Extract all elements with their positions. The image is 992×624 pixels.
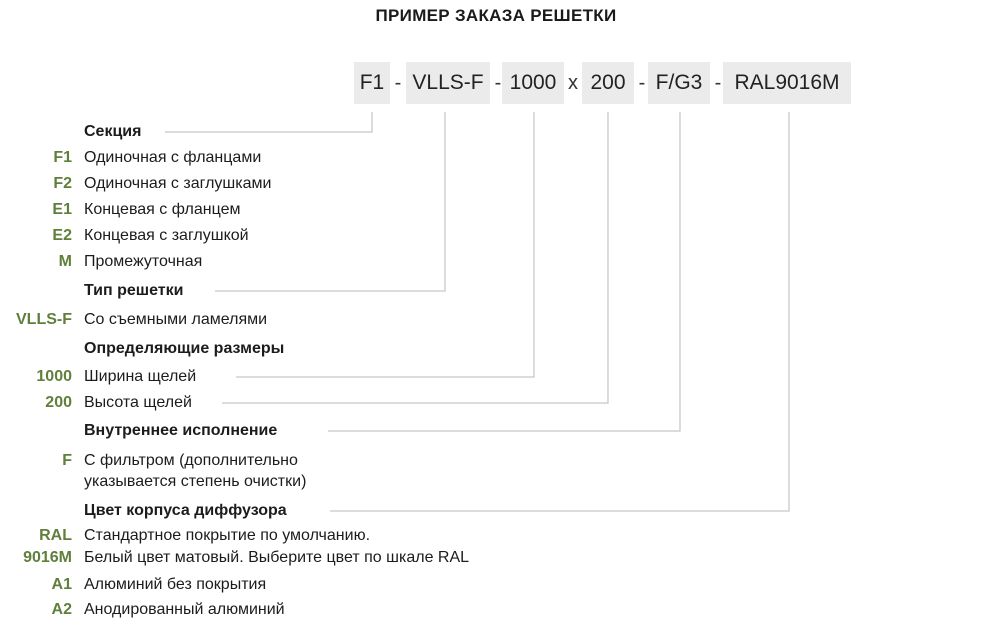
section-heading: Секция [84,120,147,144]
option-label: Концевая с заглушкой [84,227,249,244]
code-separator: - [638,72,646,94]
option-code: 1000 [36,368,72,385]
option-code: E1 [52,201,72,218]
code-part-height: 200 [582,62,634,104]
option-label: Со съемными ламелями [84,311,268,328]
code-part-type: VLLS-F [406,62,490,104]
option-label: Концевая с фланцем [84,201,241,218]
option-label: Высота щелей [84,394,192,411]
option-code: F [62,452,72,469]
code-part-inner: F/G3 [648,62,710,104]
code-part-section: F1 [354,62,390,104]
list-item [0,391,992,415]
code-separator: - [394,72,402,94]
code-part-color: RAL9016M [723,62,851,104]
option-code: 200 [45,394,72,411]
option-code: M [58,253,72,270]
page-title: ПРИМЕР ЗАКАЗА РЕШЕТКИ [375,6,617,25]
option-label: Одиночная с фланцами [84,149,262,166]
code-part-width: 1000 [502,62,564,104]
option-label-continued: Белый цвет матовый. Выберите цвет по шкале RAL [84,549,470,566]
list-item [0,573,992,597]
sizes-heading: Определяющие размеры [84,337,290,361]
code-separator: x [568,72,578,94]
option-label: Анодированный алюминий [84,601,285,618]
option-label-continued: указывается степень очистки) [84,473,307,490]
list-item [0,598,992,622]
list-item [0,224,992,248]
list-item [0,524,992,548]
option-label: С фильтром (дополнительно [84,452,298,469]
option-code: A1 [51,576,72,593]
option-code: F2 [53,175,72,192]
option-code: RAL [39,527,72,544]
option-label: Стандартное покрытие по умолчанию. [84,527,371,544]
option-label: Ширина щелей [84,368,197,385]
code-separator: - [714,72,722,94]
option-label: Промежуточная [84,253,203,270]
option-label: Одиночная с заглушками [84,175,272,192]
list-item [0,198,992,222]
list-item [0,146,992,170]
type-heading: Тип решетки [84,279,189,303]
option-code: F1 [53,149,72,166]
color-heading: Цвет корпуса диффузора [84,499,293,523]
option-code: VLLS-F [16,311,72,328]
list-item [0,250,992,274]
list-item [0,365,992,389]
option-code: E2 [52,227,72,244]
code-separator: - [494,72,502,94]
option-label: Алюминий без покрытия [84,576,267,593]
list-item [0,172,992,196]
list-item [0,308,992,332]
inner-heading: Внутреннее исполнение [84,419,283,443]
option-code: A2 [51,601,72,618]
option-code-continued: 9016M [23,549,72,566]
